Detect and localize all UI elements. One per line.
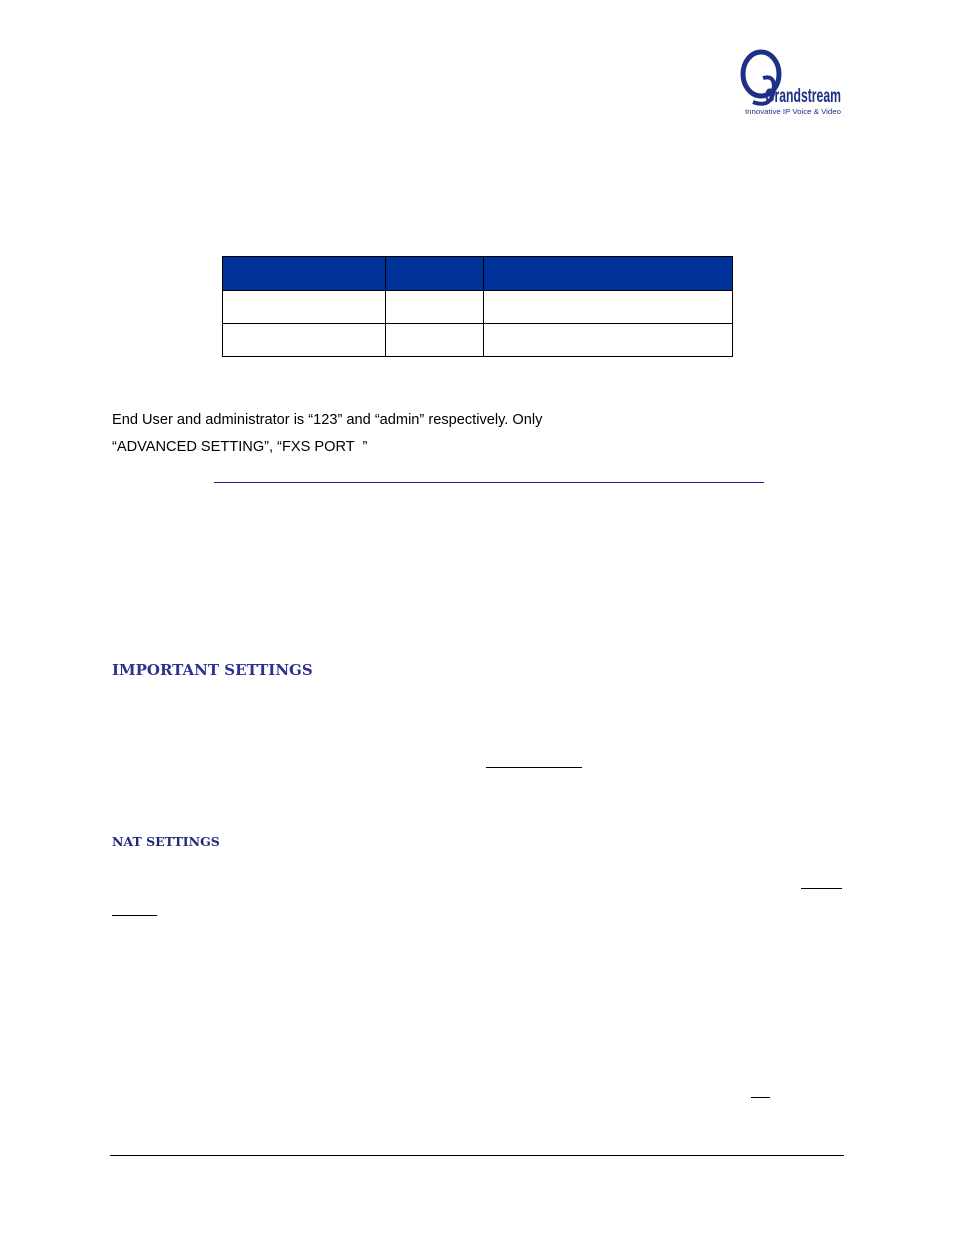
grandstream-logo: [733, 44, 846, 120]
table-cell: [386, 324, 484, 357]
password-text-line: End User and administrator is “123” and “admin” respectively. Only: [112, 412, 543, 428]
table-cell: [223, 291, 386, 324]
table-cell: [484, 324, 733, 357]
text-underline: [801, 888, 842, 889]
svg-text:Innovative IP Voice & Video: Innovative IP Voice & Video: [745, 109, 842, 116]
text-underline: [112, 915, 157, 916]
text-underline: [751, 1097, 770, 1098]
table-cell: [484, 291, 733, 324]
section-heading-nat-settings: NAT SETTINGS: [112, 834, 220, 849]
table-header-cell: [386, 257, 484, 291]
table-header-cell: [484, 257, 733, 291]
data-table: [222, 256, 733, 357]
footer-divider: [110, 1155, 844, 1156]
table-row: [223, 291, 733, 324]
table-header-cell: [223, 257, 386, 291]
section-heading-important-settings: IMPORTANT SETTINGS: [112, 661, 313, 679]
table-row: [223, 324, 733, 357]
svg-text:Grandstream: Grandstream: [765, 86, 841, 107]
grandstream-logo-icon: [733, 44, 846, 120]
table-header-row: [223, 257, 733, 291]
hyperlink-underline[interactable]: [214, 482, 764, 483]
text-underline: [486, 767, 582, 768]
settings-text-line: “ADVANCED SETTING”, “FXS PORT ”: [112, 439, 368, 455]
table-cell: [223, 324, 386, 357]
table-cell: [386, 291, 484, 324]
